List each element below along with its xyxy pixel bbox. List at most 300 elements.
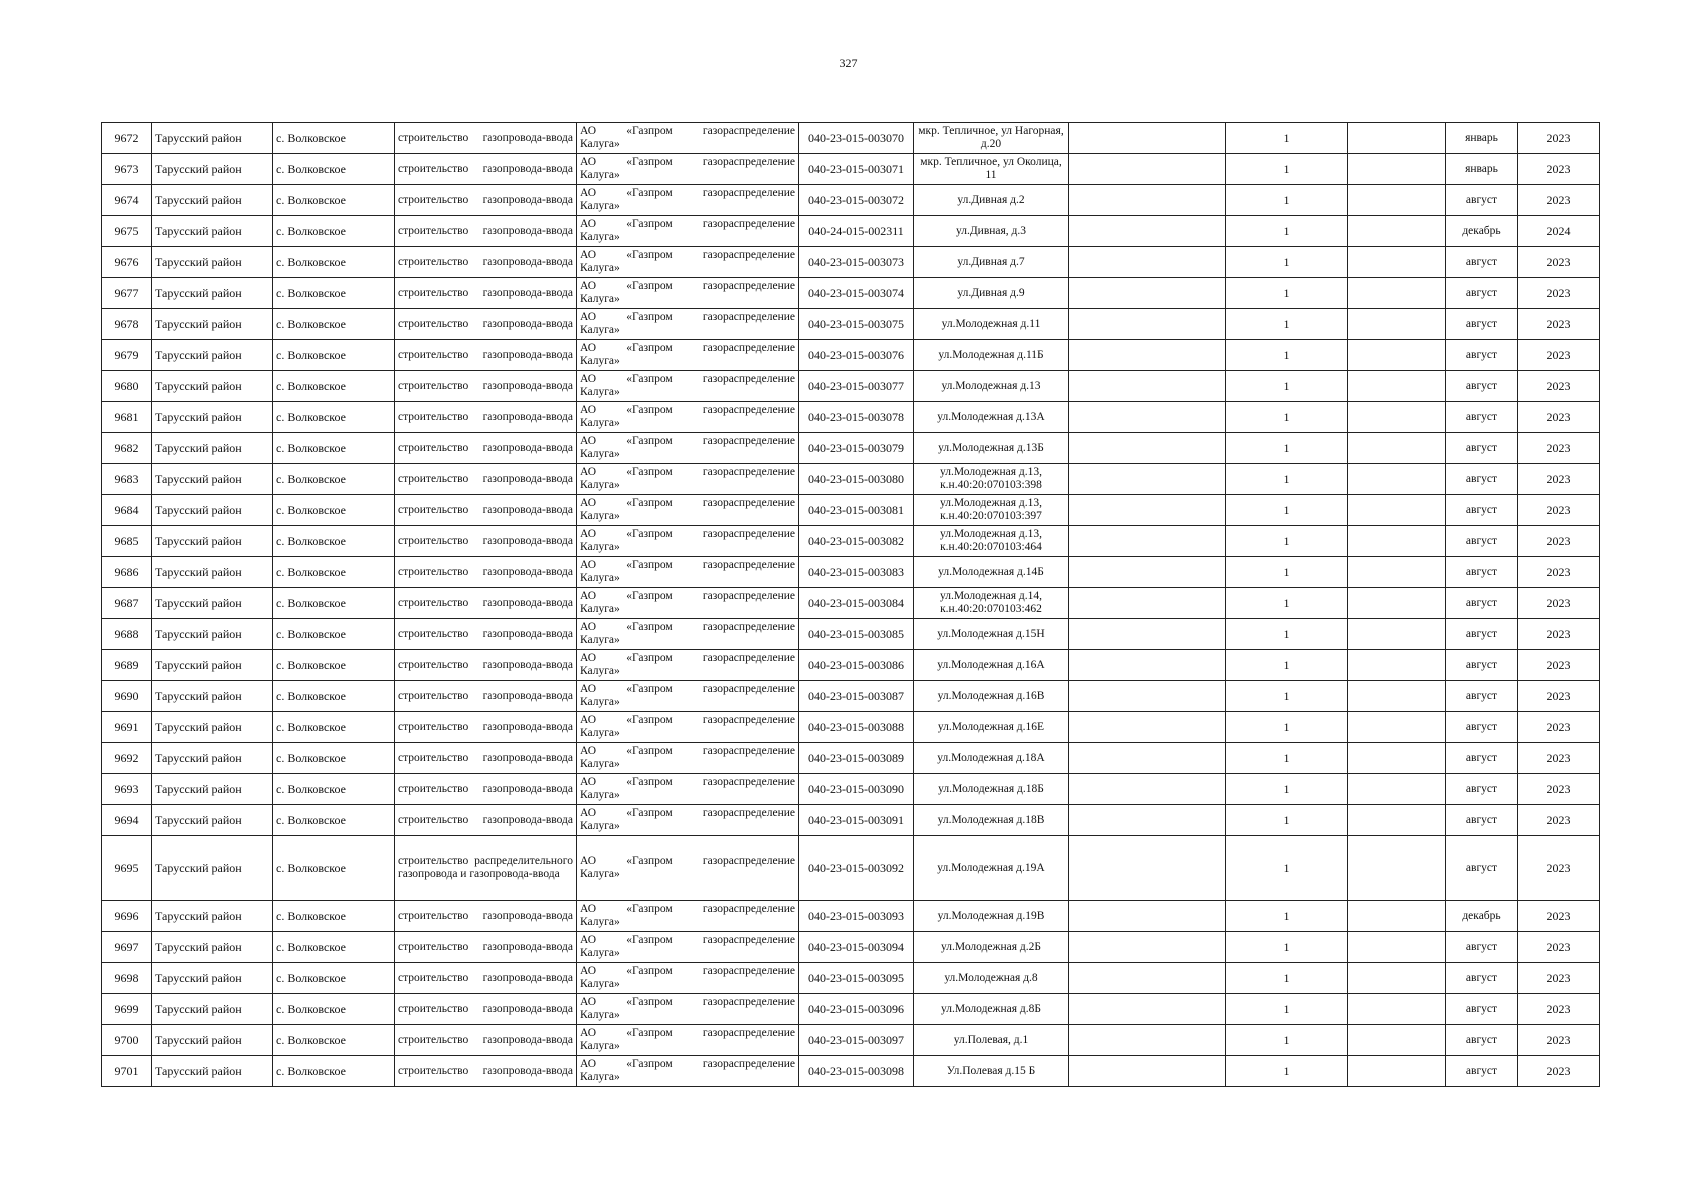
table-row — [102, 650, 1600, 681]
row-number: 9685 — [102, 526, 152, 557]
organization-name-line — [580, 218, 795, 231]
village-cell: с. Волковское — [273, 774, 395, 805]
district-cell: Тарусский район — [152, 774, 273, 805]
organization-word: газораспределение — [702, 652, 795, 664]
month-cell: август — [1446, 588, 1518, 619]
month-cell: август — [1446, 774, 1518, 805]
object-code-cell: 040-23-015-003091 — [799, 805, 914, 836]
table-row — [102, 464, 1600, 495]
organization-word: газораспределение — [702, 249, 795, 261]
organization-name-line — [580, 965, 795, 978]
table-row — [102, 340, 1600, 371]
row-number: 9682 — [102, 433, 152, 464]
object-code-cell: 040-23-015-003077 — [799, 371, 914, 402]
address-cell: ул.Полевая, д.1 — [914, 1025, 1069, 1056]
district-cell: Тарусский район — [152, 963, 273, 994]
organization-cell — [577, 963, 799, 994]
district-cell: Тарусский район — [152, 932, 273, 963]
month-cell: август — [1446, 495, 1518, 526]
organization-word: «Газпром — [626, 373, 673, 385]
quantity-cell: 1 — [1226, 247, 1348, 278]
organization-word: газораспределение — [702, 855, 795, 867]
empty-cell — [1069, 774, 1226, 805]
object-code-cell: 040-23-015-003071 — [799, 154, 914, 185]
year-cell: 2023 — [1518, 526, 1600, 557]
organization-word: АО — [580, 745, 597, 757]
object-code-cell: 040-23-015-003094 — [799, 932, 914, 963]
work-type-cell: строительство газопровода-ввода — [395, 805, 577, 836]
row-number: 9679 — [102, 340, 152, 371]
organization-name-line — [580, 373, 795, 386]
organization-word: «Газпром — [626, 934, 673, 946]
organization-word: АО — [580, 497, 597, 509]
quantity-cell: 1 — [1226, 901, 1348, 932]
organization-word: «Газпром — [626, 590, 673, 602]
district-cell: Тарусский район — [152, 340, 273, 371]
address-cell: ул.Молодежная д.16А — [914, 650, 1069, 681]
table-row — [102, 619, 1600, 650]
month-cell: август — [1446, 340, 1518, 371]
organization-cell — [577, 247, 799, 278]
organization-name-line — [580, 497, 795, 510]
work-type-cell: строительство газопровода-ввода — [395, 932, 577, 963]
empty-cell — [1348, 836, 1446, 901]
month-cell: август — [1446, 650, 1518, 681]
empty-cell — [1348, 963, 1446, 994]
row-number: 9699 — [102, 994, 152, 1025]
year-cell: 2023 — [1518, 278, 1600, 309]
work-type-cell: строительство газопровода-ввода — [395, 278, 577, 309]
village-cell: с. Волковское — [273, 619, 395, 650]
object-code-cell: 040-23-015-003072 — [799, 185, 914, 216]
organization-cell — [577, 994, 799, 1025]
village-cell: с. Волковское — [273, 712, 395, 743]
object-code-cell: 040-23-015-003085 — [799, 619, 914, 650]
year-cell: 2023 — [1518, 932, 1600, 963]
organization-word: «Газпром — [626, 311, 673, 323]
organization-word: АО — [580, 280, 597, 292]
work-type-cell: строительство газопровода-ввода — [395, 526, 577, 557]
year-cell: 2023 — [1518, 743, 1600, 774]
month-cell: декабрь — [1446, 216, 1518, 247]
quantity-cell: 1 — [1226, 340, 1348, 371]
organization-word: газораспределение — [702, 187, 795, 199]
organization-word: АО — [580, 156, 597, 168]
organization-word: «Газпром — [626, 404, 673, 416]
address-cell: ул.Дивная д.2 — [914, 185, 1069, 216]
organization-word: газораспределение — [702, 776, 795, 788]
organization-cell — [577, 557, 799, 588]
address-cell: ул.Молодежная д.11Б — [914, 340, 1069, 371]
organization-city-line: Калуга» — [580, 169, 620, 181]
table-row — [102, 433, 1600, 464]
year-cell: 2023 — [1518, 185, 1600, 216]
organization-city-line: Калуга» — [580, 448, 620, 460]
organization-name-line — [580, 996, 795, 1009]
work-type-cell: строительство газопровода-ввода — [395, 774, 577, 805]
organization-city-line: Калуга» — [580, 1071, 620, 1083]
organization-name-line — [580, 404, 795, 417]
district-cell: Тарусский район — [152, 681, 273, 712]
organization-cell — [577, 743, 799, 774]
organization-city-line: Калуга» — [580, 386, 620, 398]
district-cell: Тарусский район — [152, 805, 273, 836]
address-cell: ул.Молодежная д.18А — [914, 743, 1069, 774]
organization-city-line: Калуга» — [580, 355, 620, 367]
work-type-cell: строительство газопровода-ввода — [395, 743, 577, 774]
organization-word: АО — [580, 903, 597, 915]
organization-cell — [577, 619, 799, 650]
month-cell: август — [1446, 681, 1518, 712]
year-cell: 2023 — [1518, 464, 1600, 495]
year-cell: 2024 — [1518, 216, 1600, 247]
table-row — [102, 309, 1600, 340]
empty-cell — [1069, 309, 1226, 340]
organization-name-line — [580, 342, 795, 355]
month-cell: август — [1446, 433, 1518, 464]
address-cell: ул.Молодежная д.2Б — [914, 932, 1069, 963]
year-cell: 2023 — [1518, 154, 1600, 185]
empty-cell — [1069, 154, 1226, 185]
row-number: 9672 — [102, 123, 152, 154]
row-number: 9696 — [102, 901, 152, 932]
row-number: 9680 — [102, 371, 152, 402]
empty-cell — [1348, 932, 1446, 963]
row-number: 9684 — [102, 495, 152, 526]
village-cell: с. Волковское — [273, 743, 395, 774]
quantity-cell: 1 — [1226, 495, 1348, 526]
empty-cell — [1348, 464, 1446, 495]
quantity-cell: 1 — [1226, 650, 1348, 681]
empty-cell — [1348, 371, 1446, 402]
work-type-cell: строительство газопровода-ввода — [395, 185, 577, 216]
month-cell: август — [1446, 557, 1518, 588]
organization-city-line: Калуга» — [580, 541, 620, 553]
empty-cell — [1069, 216, 1226, 247]
quantity-cell: 1 — [1226, 932, 1348, 963]
object-code-cell: 040-23-015-003090 — [799, 774, 914, 805]
organization-word: «Газпром — [626, 156, 673, 168]
organization-word: «Газпром — [626, 807, 673, 819]
quantity-cell: 1 — [1226, 1056, 1348, 1087]
address-cell: ул.Молодежная д.19В — [914, 901, 1069, 932]
work-type-cell: строительство газопровода-ввода — [395, 712, 577, 743]
month-cell: январь — [1446, 154, 1518, 185]
row-number: 9691 — [102, 712, 152, 743]
organization-word: газораспределение — [702, 621, 795, 633]
empty-cell — [1069, 371, 1226, 402]
organization-name-line — [580, 855, 795, 868]
row-number: 9674 — [102, 185, 152, 216]
village-cell: с. Волковское — [273, 557, 395, 588]
year-cell: 2023 — [1518, 588, 1600, 619]
organization-cell — [577, 402, 799, 433]
row-number: 9678 — [102, 309, 152, 340]
address-cell: ул.Дивная, д.3 — [914, 216, 1069, 247]
district-cell: Тарусский район — [152, 402, 273, 433]
quantity-cell: 1 — [1226, 371, 1348, 402]
empty-cell — [1069, 495, 1226, 526]
address-cell: ул.Молодежная д.16В — [914, 681, 1069, 712]
district-cell: Тарусский район — [152, 1056, 273, 1087]
year-cell: 2023 — [1518, 836, 1600, 901]
empty-cell — [1069, 994, 1226, 1025]
organization-word: АО — [580, 683, 597, 695]
organization-word: «Газпром — [626, 1058, 673, 1070]
address-cell: ул.Молодежная д.8 — [914, 963, 1069, 994]
organization-word: газораспределение — [702, 745, 795, 757]
organization-name-line — [580, 466, 795, 479]
organization-word: «Газпром — [626, 621, 673, 633]
object-code-cell: 040-23-015-003092 — [799, 836, 914, 901]
row-number: 9677 — [102, 278, 152, 309]
empty-cell — [1348, 650, 1446, 681]
object-code-cell: 040-23-015-003098 — [799, 1056, 914, 1087]
organization-word: АО — [580, 311, 597, 323]
empty-cell — [1348, 309, 1446, 340]
organization-word: АО — [580, 934, 597, 946]
district-cell: Тарусский район — [152, 185, 273, 216]
month-cell: август — [1446, 247, 1518, 278]
organization-word: АО — [580, 249, 597, 261]
organization-name-line — [580, 528, 795, 541]
table-row — [102, 588, 1600, 619]
organization-cell — [577, 433, 799, 464]
village-cell: с. Волковское — [273, 681, 395, 712]
empty-cell — [1069, 963, 1226, 994]
row-number: 9693 — [102, 774, 152, 805]
organization-city-line: Калуга» — [580, 727, 620, 739]
address-cell: ул.Молодежная д.13, к.н.40:20:070103:464 — [914, 526, 1069, 557]
organization-word: «Газпром — [626, 714, 673, 726]
organization-word: АО — [580, 218, 597, 230]
empty-cell — [1348, 901, 1446, 932]
year-cell: 2023 — [1518, 650, 1600, 681]
district-cell: Тарусский район — [152, 1025, 273, 1056]
organization-cell — [577, 774, 799, 805]
table-row — [102, 1056, 1600, 1087]
district-cell: Тарусский район — [152, 495, 273, 526]
table-row — [102, 402, 1600, 433]
organization-word: газораспределение — [702, 559, 795, 571]
month-cell: август — [1446, 994, 1518, 1025]
address-cell: ул.Молодежная д.11 — [914, 309, 1069, 340]
quantity-cell: 1 — [1226, 557, 1348, 588]
empty-cell — [1069, 185, 1226, 216]
empty-cell — [1069, 123, 1226, 154]
organization-word: АО — [580, 342, 597, 354]
quantity-cell: 1 — [1226, 774, 1348, 805]
village-cell: с. Волковское — [273, 1056, 395, 1087]
organization-word: газораспределение — [702, 342, 795, 354]
work-type-cell: строительство газопровода-ввода — [395, 309, 577, 340]
village-cell: с. Волковское — [273, 963, 395, 994]
organization-word: «Газпром — [626, 965, 673, 977]
address-cell: ул.Молодежная д.18Б — [914, 774, 1069, 805]
quantity-cell: 1 — [1226, 619, 1348, 650]
village-cell: с. Волковское — [273, 1025, 395, 1056]
organization-word: газораспределение — [702, 404, 795, 416]
month-cell: август — [1446, 402, 1518, 433]
empty-cell — [1069, 1025, 1226, 1056]
work-type-cell: строительство газопровода-ввода — [395, 901, 577, 932]
organization-name-line — [580, 683, 795, 696]
month-cell: август — [1446, 619, 1518, 650]
village-cell: с. Волковское — [273, 154, 395, 185]
object-code-cell: 040-23-015-003073 — [799, 247, 914, 278]
row-number: 9673 — [102, 154, 152, 185]
empty-cell — [1348, 774, 1446, 805]
organization-city-line: Калуга» — [580, 978, 620, 990]
month-cell: август — [1446, 464, 1518, 495]
organization-city-line: Калуга» — [580, 510, 620, 522]
empty-cell — [1069, 650, 1226, 681]
organization-cell — [577, 681, 799, 712]
table-row — [102, 371, 1600, 402]
organization-name-line — [580, 621, 795, 634]
organization-city-line: Калуга» — [580, 1009, 620, 1021]
organization-cell — [577, 154, 799, 185]
organization-name-line — [580, 652, 795, 665]
object-code-cell: 040-23-015-003093 — [799, 901, 914, 932]
object-code-cell: 040-23-015-003083 — [799, 557, 914, 588]
village-cell: с. Волковское — [273, 495, 395, 526]
year-cell: 2023 — [1518, 619, 1600, 650]
village-cell: с. Волковское — [273, 588, 395, 619]
district-cell: Тарусский район — [152, 557, 273, 588]
page-number: 327 — [839, 56, 858, 70]
district-cell: Тарусский район — [152, 526, 273, 557]
object-code-cell: 040-23-015-003088 — [799, 712, 914, 743]
row-number: 9683 — [102, 464, 152, 495]
organization-city-line: Калуга» — [580, 868, 620, 880]
organization-word: газораспределение — [702, 280, 795, 292]
row-number: 9697 — [102, 932, 152, 963]
table-row — [102, 805, 1600, 836]
organization-city-line: Калуга» — [580, 293, 620, 305]
organization-word: АО — [580, 652, 597, 664]
quantity-cell: 1 — [1226, 805, 1348, 836]
quantity-cell: 1 — [1226, 836, 1348, 901]
table-row — [102, 154, 1600, 185]
organization-cell — [577, 650, 799, 681]
organization-name-line — [580, 435, 795, 448]
table-row — [102, 1025, 1600, 1056]
organization-word: газораспределение — [702, 807, 795, 819]
year-cell: 2023 — [1518, 309, 1600, 340]
table-row — [102, 712, 1600, 743]
address-cell: ул.Молодежная д.13, к.н.40:20:070103:397 — [914, 495, 1069, 526]
address-cell: ул.Молодежная д.15Н — [914, 619, 1069, 650]
organization-word: газораспределение — [702, 466, 795, 478]
row-number: 9694 — [102, 805, 152, 836]
organization-word: газораспределение — [702, 965, 795, 977]
empty-cell — [1069, 588, 1226, 619]
month-cell: август — [1446, 526, 1518, 557]
district-cell: Тарусский район — [152, 619, 273, 650]
table-row — [102, 743, 1600, 774]
table-row — [102, 495, 1600, 526]
month-cell: август — [1446, 932, 1518, 963]
year-cell: 2023 — [1518, 402, 1600, 433]
year-cell: 2023 — [1518, 1056, 1600, 1087]
organization-name-line — [580, 125, 795, 138]
organization-word: «Газпром — [626, 218, 673, 230]
organization-word: «Газпром — [626, 280, 673, 292]
year-cell: 2023 — [1518, 994, 1600, 1025]
organization-word: «Газпром — [626, 342, 673, 354]
organization-word: АО — [580, 125, 597, 137]
empty-cell — [1069, 1056, 1226, 1087]
empty-cell — [1348, 433, 1446, 464]
organization-name-line — [580, 1027, 795, 1040]
village-cell: с. Волковское — [273, 805, 395, 836]
organization-name-line — [580, 776, 795, 789]
village-cell: с. Волковское — [273, 309, 395, 340]
object-code-cell: 040-23-015-003095 — [799, 963, 914, 994]
empty-cell — [1069, 557, 1226, 588]
object-code-cell: 040-23-015-003075 — [799, 309, 914, 340]
organization-city-line: Калуга» — [580, 138, 620, 150]
work-type-cell: строительство газопровода-ввода — [395, 619, 577, 650]
work-type-cell: строительство газопровода-ввода — [395, 216, 577, 247]
organization-city-line: Калуга» — [580, 200, 620, 212]
empty-cell — [1348, 681, 1446, 712]
work-type-cell: строительство газопровода-ввода — [395, 123, 577, 154]
object-code-cell: 040-23-015-003089 — [799, 743, 914, 774]
address-cell: ул.Молодежная д.19А — [914, 836, 1069, 901]
quantity-cell: 1 — [1226, 994, 1348, 1025]
organization-city-line: Калуга» — [580, 665, 620, 677]
year-cell: 2023 — [1518, 774, 1600, 805]
organization-word: АО — [580, 807, 597, 819]
organization-word: «Газпром — [626, 497, 673, 509]
organization-name-line — [580, 280, 795, 293]
organization-word: «Газпром — [626, 559, 673, 571]
empty-cell — [1348, 619, 1446, 650]
object-code-cell: 040-23-015-003097 — [799, 1025, 914, 1056]
organization-cell — [577, 495, 799, 526]
organization-word: газораспределение — [702, 683, 795, 695]
table-row — [102, 681, 1600, 712]
row-number: 9686 — [102, 557, 152, 588]
year-cell: 2023 — [1518, 681, 1600, 712]
empty-cell — [1069, 681, 1226, 712]
work-type-cell: строительство газопровода-ввода — [395, 495, 577, 526]
work-type-cell: строительство распределительного газопровода и газопровода-ввода — [395, 836, 577, 901]
empty-cell — [1348, 743, 1446, 774]
organization-city-line: Калуга» — [580, 696, 620, 708]
work-type-cell: строительство газопровода-ввода — [395, 1056, 577, 1087]
year-cell: 2023 — [1518, 247, 1600, 278]
row-number: 9676 — [102, 247, 152, 278]
empty-cell — [1348, 1025, 1446, 1056]
empty-cell — [1069, 464, 1226, 495]
year-cell: 2023 — [1518, 712, 1600, 743]
table-row — [102, 216, 1600, 247]
work-type-cell: строительство газопровода-ввода — [395, 994, 577, 1025]
object-code-cell: 040-24-015-002311 — [799, 216, 914, 247]
village-cell: с. Волковское — [273, 402, 395, 433]
year-cell: 2023 — [1518, 963, 1600, 994]
work-type-cell: строительство газопровода-ввода — [395, 371, 577, 402]
organization-name-line — [580, 590, 795, 603]
organization-word: «Газпром — [626, 125, 673, 137]
empty-cell — [1069, 932, 1226, 963]
work-type-cell: строительство газопровода-ввода — [395, 433, 577, 464]
empty-cell — [1069, 619, 1226, 650]
village-cell: с. Волковское — [273, 185, 395, 216]
